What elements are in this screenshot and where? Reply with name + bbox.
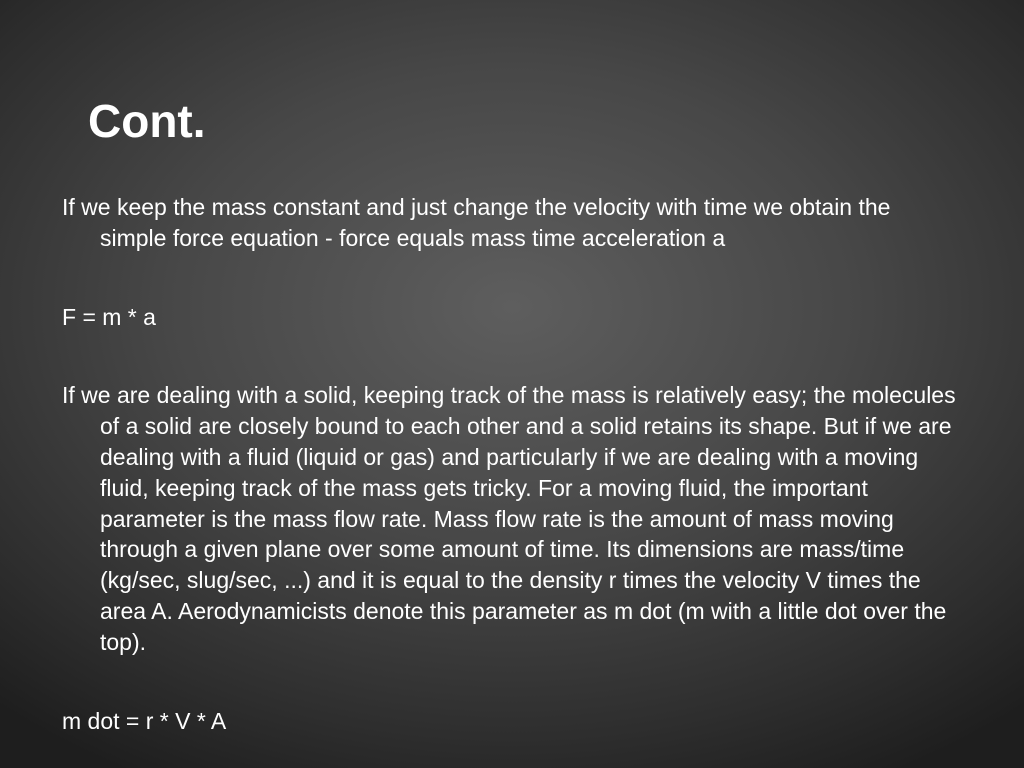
slide-body [62,192,962,736]
paragraph-mass-flow: If we are dealing with a solid, keeping track of the mass is relatively easy; the molecules of a solid are closely bound to each other and a solid retains its shape. But if we are dealing with a fluid (liquid or gas) and particularly if we are dealing with a moving fluid, keeping track of the mass gets tricky. For a moving fluid, the important parameter is the mass flow rate. Mass flow rate is the amount of mass moving through a given plane over some amount of time. Its dimensions are mass/time (kg/sec, slug/sec, ...) and it is equal to the density r times the velocity V times the area A. Aerodynamicists denote this parameter as m dot (m with a little dot over the top). [62,382,956,655]
equation-mass-flow: m dot = r * V * A [62,707,227,734]
slide-title: Cont. [88,95,206,147]
equation-force: F = m * a [62,303,156,330]
paragraph-force-intro: If we keep the mass constant and just change the velocity with time we obtain the simple force equation - force equals mass time acceleration a [62,194,891,251]
